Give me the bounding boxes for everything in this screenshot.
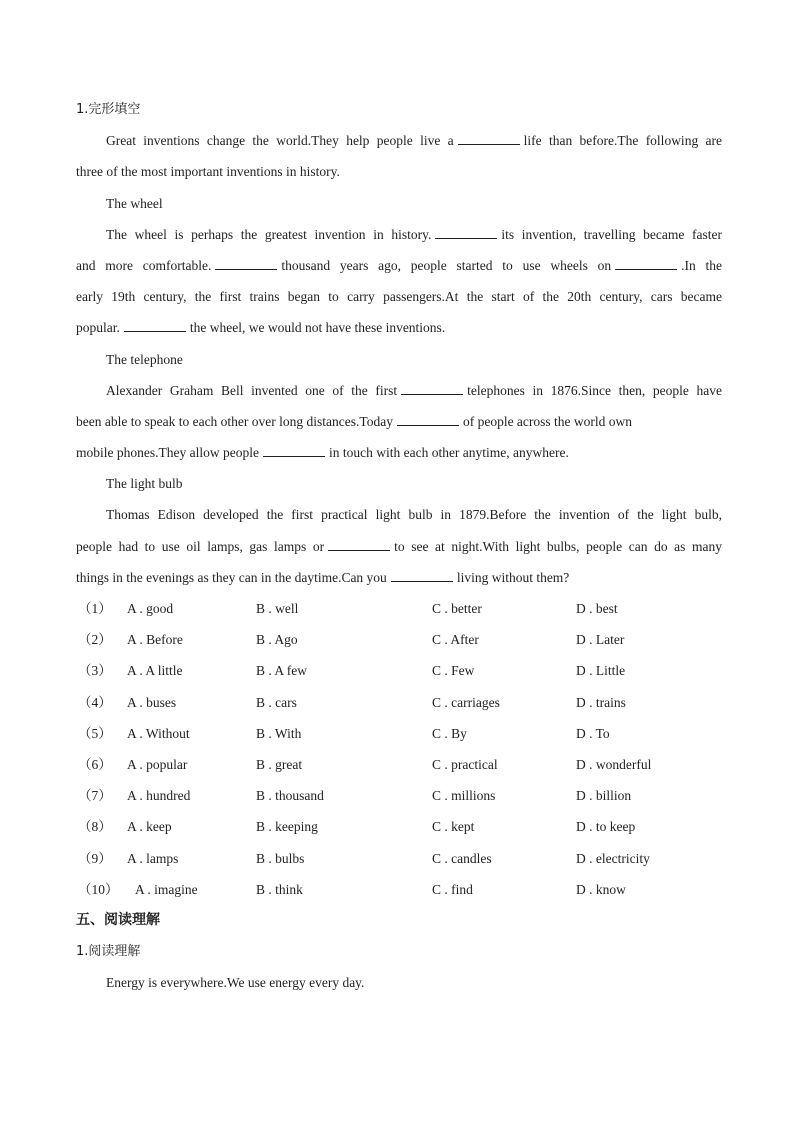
passage-line [76, 219, 722, 250]
option-b: B . bulbs [256, 850, 305, 866]
option-a: A . hundred [127, 788, 191, 804]
subheading-text: The light bulb [106, 476, 183, 492]
option-b: B . think [256, 881, 303, 897]
section-title-reading: 五、阅读理解 [76, 911, 160, 928]
question-number: （2） [78, 632, 112, 648]
option-c: C . kept [432, 819, 475, 835]
option-d: D . wonderful [576, 756, 652, 772]
question-number: （9） [78, 850, 112, 866]
question-list [76, 593, 722, 905]
text-segment: of people across the world own [462, 413, 633, 429]
option-c: C . After [432, 632, 479, 648]
text-segment: early 19th century, the first trains began to carry passengers.At the start of the 20th century, cars became [76, 289, 722, 305]
question-number: （10） [78, 881, 119, 897]
passage-line [76, 250, 722, 281]
answer-blank [397, 411, 459, 426]
option-b: B . A few [256, 663, 308, 679]
option-d: D . Little [576, 663, 626, 679]
reading-first-line: Energy is everywhere.We use energy every day. [106, 975, 365, 991]
text-segment: people had to use oil lamps, gas lamps or [76, 538, 325, 554]
answer-blank [401, 380, 463, 395]
text-segment: been able to speak to each other over long distances.Today [76, 413, 393, 429]
question-row [76, 780, 722, 811]
question-row [76, 718, 722, 749]
option-a: A . imagine [135, 881, 198, 897]
answer-blank [458, 130, 520, 145]
option-c: C . find [432, 881, 473, 897]
passage-line [76, 125, 722, 156]
subheading-text: The telephone [106, 351, 183, 367]
question-row [76, 811, 722, 842]
option-d: D . To [576, 725, 610, 741]
option-a: A . buses [127, 694, 177, 710]
option-b: B . great [256, 756, 303, 772]
question-number: （4） [78, 694, 112, 710]
question-row [76, 687, 722, 718]
option-b: B . well [256, 601, 299, 616]
question-row [76, 749, 722, 780]
question-row [76, 843, 722, 874]
text-segment: living without them? [456, 569, 570, 585]
text-segment: things in the evenings as they can in the daytime.Can you [76, 569, 387, 585]
question-number: （7） [78, 788, 112, 804]
subheading-telephone [76, 344, 722, 375]
option-d: D . best [576, 601, 618, 616]
option-a: A . keep [127, 819, 172, 835]
text-segment: life than before.The following are [523, 133, 722, 149]
question-number: （6） [78, 756, 112, 772]
option-c: C . Few [432, 663, 475, 679]
option-b: B . cars [256, 694, 297, 710]
text-segment: in touch with each other anytime, anywhere. [328, 445, 569, 461]
option-a: A . popular [127, 756, 188, 772]
question-number: （5） [78, 725, 112, 741]
reading-title: 1.阅读理解 [76, 944, 141, 960]
option-b: B . thousand [256, 788, 324, 804]
answer-blank [263, 442, 325, 457]
passage-line [76, 437, 722, 468]
passage-line [76, 156, 722, 187]
text-segment: popular. [76, 320, 120, 336]
answer-blank [215, 255, 277, 270]
option-a: A . good [127, 601, 174, 616]
text-segment: .In the [681, 257, 722, 273]
subheading-text: The wheel [106, 195, 163, 211]
answer-blank [124, 317, 186, 332]
passage-line [76, 312, 722, 343]
option-c: C . candles [432, 850, 492, 866]
text-segment: Alexander Graham Bell invented one of the first [106, 382, 398, 398]
option-d: D . billion [576, 788, 632, 804]
text-segment: The wheel is perhaps the greatest invention in history. [106, 226, 432, 242]
option-d: D . to keep [576, 819, 636, 835]
cloze-title: 1.完形填空 [76, 102, 141, 117]
text-segment: telephones in 1876.Since then, people have [467, 382, 722, 398]
answer-blank [328, 536, 390, 551]
subheading-light-bulb [76, 468, 722, 499]
answer-blank [391, 567, 453, 582]
option-b: B . Ago [256, 632, 298, 648]
option-c: C . better [432, 601, 482, 616]
option-b: B . keeping [256, 819, 318, 835]
option-d: D . electricity [576, 850, 650, 866]
option-d: D . Later [576, 632, 625, 648]
question-number: （8） [78, 819, 112, 835]
answer-blank [615, 255, 677, 270]
option-b: B . With [256, 725, 302, 741]
option-c: C . By [432, 725, 467, 741]
passage-line [76, 531, 722, 562]
option-a: A . A little [127, 663, 183, 679]
document-page [76, 94, 722, 998]
answer-blank [435, 224, 497, 239]
question-number: （1） [78, 601, 112, 616]
passage-line [76, 375, 722, 406]
question-row [76, 874, 722, 905]
text-segment: and more comfortable. [76, 257, 212, 273]
subheading-wheel [76, 188, 722, 219]
option-d: D . know [576, 881, 626, 897]
option-c: C . carriages [432, 694, 500, 710]
option-c: C . practical [432, 756, 498, 772]
text-segment: Thomas Edison developed the first practical light bulb in 1879.Before the invention of the light bulb, [106, 507, 722, 523]
passage-line [76, 406, 722, 437]
question-row [76, 593, 722, 624]
text-segment: to see at night.With light bulbs, people can do as many [394, 538, 722, 554]
passage-line [76, 281, 722, 312]
text-segment: mobile phones.They allow people [76, 445, 259, 461]
text-segment: its invention, travelling became faster [501, 226, 722, 242]
text-segment: three of the most important inventions in history. [76, 164, 340, 180]
question-row [76, 655, 722, 686]
question-number: （3） [78, 663, 112, 679]
option-a: A . Without [127, 725, 190, 741]
text-segment: thousand years ago, people started to use wheels on [281, 257, 612, 273]
option-c: C . millions [432, 788, 496, 804]
passage-line [76, 499, 722, 530]
text-segment: Great inventions change the world.They help people live a [106, 133, 454, 149]
option-a: A . Before [127, 632, 183, 648]
question-row [76, 624, 722, 655]
option-d: D . trains [576, 694, 626, 710]
passage-line [76, 562, 722, 593]
option-a: A . lamps [127, 850, 179, 866]
text-segment: the wheel, we would not have these inventions. [189, 320, 446, 336]
